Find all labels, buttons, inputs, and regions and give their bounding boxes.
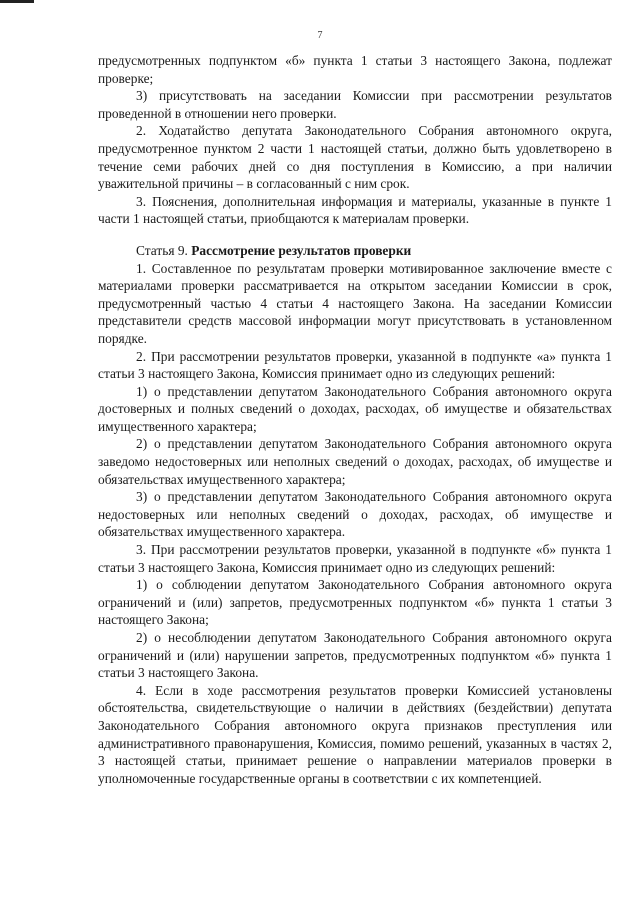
paragraph: 3) о представлении депутатом Законодательного Собрания автономного округа недостоверных или неполных сведений о доходах, расходах, об имуществе и обязательствах имущественного характера.: [98, 489, 612, 540]
paragraph: предусмотренных подпунктом «б» пункта 1 статьи 3 настоящего Закона, подлежат проверке;: [98, 53, 612, 86]
paragraph: 3. При рассмотрении результатов проверки, указанной в подпункте «б» пункта 1 статьи 3 настоящего Закона, Комиссия принимает одно из следующих решений:: [98, 542, 612, 575]
paragraph: 3. Пояснения, дополнительная информация и материалы, указанные в пункте 1 части 1 настоящей статьи, приобщаются к материалам проверки.: [98, 193, 612, 227]
paragraph: 1) о соблюдении депутатом Законодательного Собрания автономного округа ограничений и (или) запретов, предусмотренных подпунктом «б» пункта 1 статьи 3 настоящего Закона;: [98, 577, 612, 628]
page-number: 7: [317, 30, 323, 41]
article-number: Статья 9.: [136, 242, 192, 258]
scan-corner-mark: [0, 0, 34, 3]
document-body: [98, 52, 612, 787]
article-heading: [98, 242, 612, 260]
paragraph: 2) о представлении депутатом Законодательного Собрания автономного округа заведомо недостоверных или неполных сведений о доходах, расходах, об имуществе и обязательствах имущественного характера;: [98, 436, 612, 487]
paragraph: 2. При рассмотрении результатов проверки, указанной в подпункте «а» пункта 1 статьи 3 настоящего Закона, Комиссия принимает одно из следующих решений:: [98, 348, 612, 382]
paragraph: 4. Если в ходе рассмотрения результатов проверки Комиссией установлены обстоятельства, свидетельствующие о наличии в действиях (бездействии) депутата Законодательного Собрания автономного округа признаков преступления или административного правонарушения, Комиссия, помимо решений, указанных в частях 2, 3 настоящей статьи, принимает решение о направлении материалов проверки в уполномоченные государственные органы в соответствии с их компетенцией.: [98, 682, 612, 786]
paragraph: 2. Ходатайство депутата Законодательного Собрания автономного округа, предусмотренное пунктом 2 части 1 настоящей статьи, должно быть удовлетворено в течение семи рабочих дней со дня поступления в Комиссию, а при наличии уважительной причины – в согласованный с ним срок.: [98, 123, 612, 192]
paragraph: 3) присутствовать на заседании Комиссии при рассмотрении результатов проведенной в отношении него проверки.: [98, 88, 612, 121]
article-title: Рассмотрение результатов проверки: [191, 242, 412, 258]
paragraph: 1) о представлении депутатом Законодательного Собрания автономного округа достоверных и полных сведений о доходах, расходах, об имуществе и обязательствах имущественного характера;: [98, 383, 612, 434]
paragraph: 1. Составленное по результатам проверки мотивированное заключение вместе с материалами проверки рассматривается на открытом заседании Комиссии в срок, предусмотренный частью 4 статьи 4 настоящего Закона. На заседании Комиссии представители средств массовой информации могут присутствовать в установленном порядке.: [98, 260, 612, 346]
paragraph: 2) о несоблюдении депутатом Законодательного Собрания автономного округа ограничений и (или) нарушении запретов, предусмотренных подпунктом «б» пункта 1 статьи 3 настоящего Закона.: [98, 630, 612, 681]
